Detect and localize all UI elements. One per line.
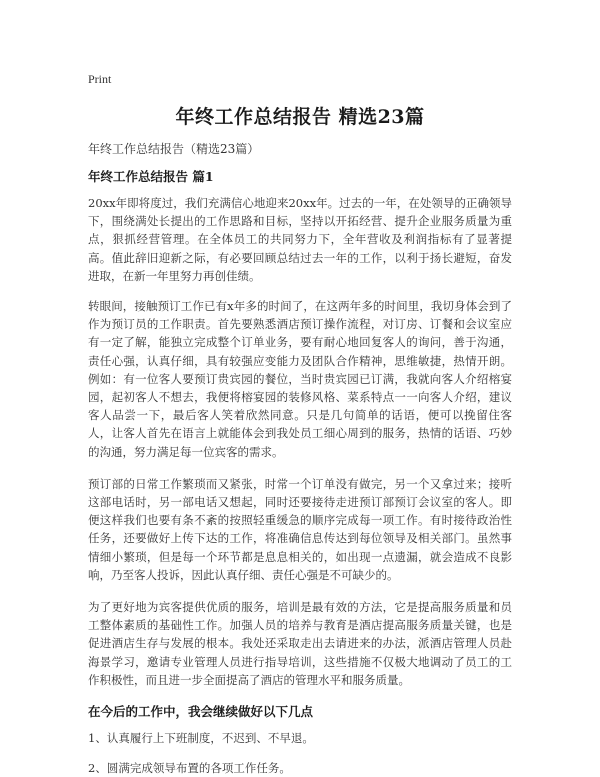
list-item-2: 2、圆满完成领导布置的各项工作任务。: [88, 761, 291, 776]
paragraph-2: 转眼间，接触预订工作已有x年多的时间了，在这两年多的时间里，我切身体会到了作为预订员的工作职责。首先要熟悉酒店预订操作流程，对订房、订餐和会议室应有一定了解，能独立完成整个订单业务，要有耐心地回复客人的询问，善于沟通，责任心强，认真仔细，具有较强应变能力及团队合作精神，思维敏捷，热情开朗。例如：有一位客人要预订贵宾园的餐位，当时贵宾园已订满，我就向客人介绍榕宴园，起初客人不想去，我便将榕宴园的装修风格、菜系特点一一向客人介绍，建议客人品尝一下，最后客人笑着欣然同意。只是几句简单的话语，便可以挽留住客人，让客人首先在语言上就能体会到我处员工细心周到的服务，热情的话语、巧妙的沟通，努力满足每一位宾客的需求。: [88, 299, 512, 459]
section-heading: 年终工作总结报告 篇1: [88, 169, 214, 184]
list-item-1: 1、认真履行上下班制度，不迟到、不早退。: [88, 731, 314, 746]
subheading: 在今后的工作中，我会继续做好以下几点: [88, 704, 314, 720]
paragraph-4: 为了更好地为宾客提供优质的服务，培训是最有效的方法，它是提高服务质量和员工整体素质的基础性工作。加强人员的培养与教育是酒店提高服务质量关键，也是促进酒店生存与发展的根本。我处还采取走出去请进来的办法，派酒店管理人员赴海景学习，邀请专业管理人员进行指导培训，这些措施不仅极大地调动了员工的工作积极性，而且进一步全面提高了酒店的管理水平和服务质量。: [88, 600, 512, 687]
paragraph-3: 预订部的日常工作繁琐而又紧张，时常一个订单没有做完，另一个又拿过来；接听这部电话时，另一部电话又想起，同时还要接待走进预订部预订会议室的客人。即便这样我们也要有条不紊的按照轻重缓急的顺序完成每一项工作。有时接待政治性任务，还要做好上传下达的工作，将准确信息传达到每位领导及相关部门。虽然事情细小繁琐，但是每一个环节都是息息相关的，如出现一点遗漏，就会造成不良影响，乃至客人投诉，因此认真仔细、责任心强是不可缺少的。: [88, 476, 512, 582]
document-subtitle: 年终工作总结报告（精选23篇）: [88, 142, 260, 156]
document-title: 年终工作总结报告 精选23篇: [175, 106, 425, 128]
print-link[interactable]: Print: [88, 72, 112, 86]
paragraph-1: 20xx年即将度过，我们充满信心地迎来20xx年。过去的一年，在处领导的正确领导下，围绕满处长提出的工作思路和目标，坚持以开拓经营、提升企业服务质量为重点，狠抓经营管理。在全体员工的共同努力下，全年营收及利润指标有了显著提高。值此辞旧迎新之际，有必要回顾总结过去一年的工作，以利于扬长避短，奋发进取，在新一年里努力再创佳绩。: [88, 196, 512, 283]
